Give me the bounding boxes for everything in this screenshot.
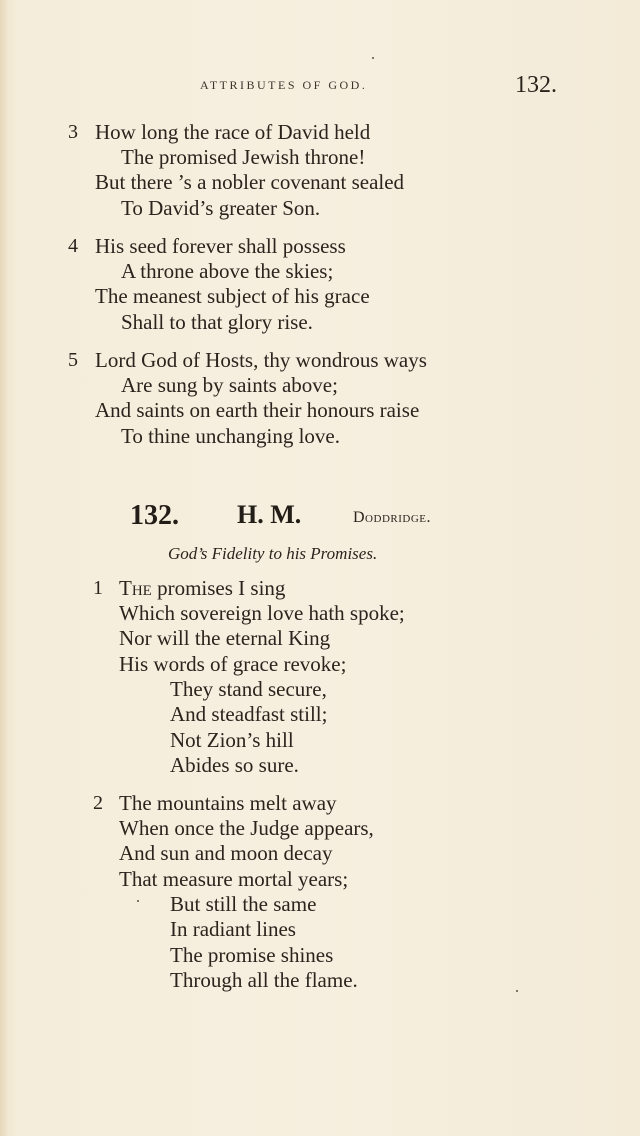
stanza-number: 4	[68, 235, 78, 257]
stanza-number: 2	[93, 792, 103, 814]
verse-line: Lord God of Hosts, thy wondrous ways	[95, 348, 427, 372]
running-head	[0, 72, 640, 98]
hymn-meter: H. M.	[237, 500, 302, 529]
verse-line: Are sung by saints above;	[121, 373, 338, 397]
verse-line: To David’s greater Son.	[121, 196, 321, 220]
verse-line: To thine unchanging love.	[121, 424, 340, 448]
verse-line-first	[119, 576, 285, 601]
hymn-heading	[0, 500, 640, 534]
verse-line: But there ’s a nobler covenant sealed	[95, 170, 405, 194]
verse-line: Through all the flame.	[170, 968, 358, 992]
verse-line: The mountains melt away	[119, 791, 337, 815]
verse-line: His seed forever shall possess	[95, 234, 346, 258]
verse-line: The meanest subject of his grace	[95, 284, 370, 308]
print-speck	[137, 900, 139, 902]
verse-line: Shall to that glory rise.	[121, 310, 313, 334]
verse-line: The promised Jewish throne!	[121, 145, 366, 169]
verse-line: That measure mortal years;	[119, 867, 349, 891]
verse-line: How long the race of David held	[95, 120, 371, 144]
verse-line: They stand secure,	[170, 677, 327, 701]
verse-line: But still the same	[170, 892, 317, 916]
verse-line: And saints on earth their honours raise	[95, 398, 420, 422]
hymn-subtitle: God’s Fidelity to his Promises.	[168, 544, 378, 563]
verse-line: The promise shines	[170, 943, 334, 967]
stanza-number: 1	[93, 577, 103, 599]
verse-line: Not Zion’s hill	[170, 728, 294, 752]
hymn-number: 132.	[130, 500, 179, 531]
verse-line: Abides so sure.	[170, 753, 299, 777]
verse-line: His words of grace revoke;	[119, 652, 347, 676]
hymn-author: Doddridge.	[353, 509, 431, 526]
first-line-rest: promises I sing	[151, 576, 286, 600]
page-gutter-shadow	[0, 0, 8, 1136]
first-word: The	[119, 576, 152, 600]
stanza-number: 5	[68, 349, 78, 371]
print-speck	[516, 990, 518, 992]
verse-line: A throne above the skies;	[121, 259, 334, 283]
page-number: 132.	[515, 72, 557, 98]
stanza-number: 3	[68, 121, 78, 143]
verse-line: And steadfast still;	[170, 702, 328, 726]
print-speck	[372, 57, 374, 59]
verse-line: When once the Judge appears,	[119, 816, 374, 840]
verse-line: And sun and moon decay	[119, 841, 333, 865]
verse-line: Nor will the eternal King	[119, 626, 331, 650]
running-title: ATTRIBUTES OF GOD.	[200, 78, 368, 92]
verse-line: Which sovereign love hath spoke;	[119, 601, 405, 625]
verse-line: In radiant lines	[170, 917, 296, 941]
